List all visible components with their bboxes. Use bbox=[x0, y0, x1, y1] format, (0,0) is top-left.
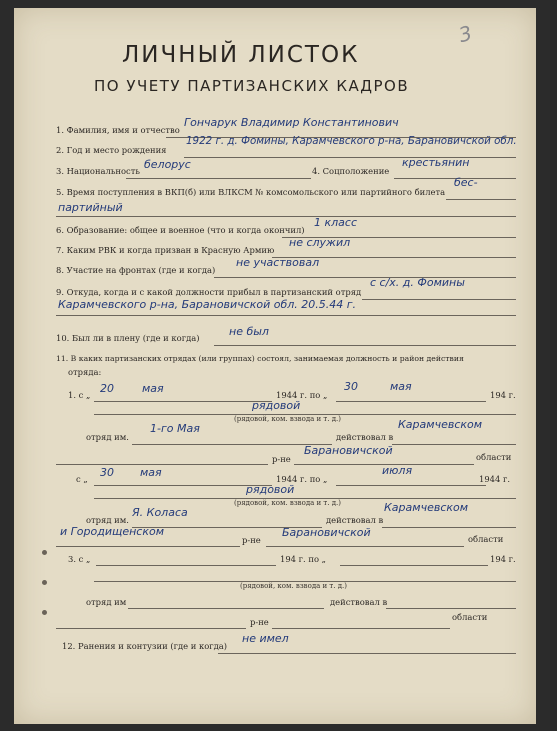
field-label-fronts: 8. Участие на фронтах (где и когда) bbox=[56, 265, 216, 275]
period-1-unit-value: 1-го Мая bbox=[150, 422, 200, 435]
period-2-unit-label: отряд им. bbox=[86, 515, 129, 525]
field-label-detachments-b: отряда: bbox=[68, 367, 102, 377]
field-label-name: 1. Фамилия, имя и отчество bbox=[56, 125, 180, 135]
field-label-detachments: 11. В каких партизанских отрядах (или группах) состоял, занимаемая должность и район действия bbox=[56, 354, 464, 363]
period-2-from-label: с „ bbox=[76, 474, 88, 484]
period-2-region-label: области bbox=[468, 534, 504, 544]
period-1-to-label: 1944 г. по „ bbox=[276, 390, 328, 400]
period-2-to-month: июля bbox=[382, 464, 413, 477]
field-value-social: крестьянин bbox=[402, 156, 470, 169]
period-2-region-value: Барановичской bbox=[282, 526, 371, 539]
field-value-army: не служил bbox=[289, 236, 351, 249]
field-label-army: 7. Каким РВК и когда призван в Красную Армию bbox=[56, 245, 275, 255]
field-label-education: 6. Образование: общее и военное (что и когда окончил) bbox=[56, 225, 305, 235]
field-value-nationality: белорус bbox=[144, 158, 191, 171]
document-page bbox=[14, 8, 536, 724]
period-2-year: 1944 г. bbox=[479, 474, 511, 484]
period-1-from-month: мая bbox=[142, 382, 164, 395]
field-label-captivity: 10. Был ли в плену (где и когда) bbox=[56, 333, 200, 343]
corner-pencil-number: 3 bbox=[456, 20, 475, 48]
period-2-unit-value: Я. Коласа bbox=[132, 506, 188, 519]
field-value-wounds: не имел bbox=[242, 632, 289, 645]
field-value-fronts: не участвовал bbox=[236, 256, 320, 269]
period-3-from-label: 3. с „ bbox=[68, 554, 91, 564]
field-label-social: 4. Соцположение bbox=[312, 166, 390, 176]
field-value-captivity: не был bbox=[229, 325, 269, 338]
field-value-name: Гончарук Владимир Константинович bbox=[184, 116, 399, 129]
field-value-origin-a: с с/х. д. Фомины bbox=[370, 276, 465, 289]
period-1-to-day: 30 bbox=[344, 380, 358, 393]
period-1-year: 194 г. bbox=[490, 390, 516, 400]
period-1-region-value: Барановичской bbox=[304, 444, 393, 457]
period-1-area-value: Карамчевском bbox=[398, 418, 483, 431]
period-3-year: 194 г. bbox=[490, 554, 516, 564]
period-1-from-label: 1. с „ bbox=[68, 390, 91, 400]
period-1-from-day: 20 bbox=[100, 382, 114, 395]
period-3-position-hint: (рядовой, ком. взвода и т. д.) bbox=[240, 582, 348, 590]
period-2-position-hint: (рядовой, ком. взвода и т. д.) bbox=[234, 499, 342, 507]
period-3-region-label: области bbox=[452, 612, 488, 622]
field-value-education: 1 класс bbox=[314, 216, 358, 229]
period-2-area-label: действовал в bbox=[326, 515, 384, 525]
period-3-unit-label: отряд им bbox=[86, 597, 127, 607]
punch-hole bbox=[42, 580, 47, 585]
period-2-from-month: мая bbox=[140, 466, 162, 479]
period-1-region-label: области bbox=[476, 452, 512, 462]
field-label-birth: 2. Год и место рождения bbox=[56, 145, 167, 155]
field-label-nationality: 3. Национальность bbox=[56, 166, 140, 176]
form-title: ЛИЧНЫЙ ЛИСТОК bbox=[122, 42, 360, 68]
field-label-origin: 9. Откуда, когда и с какой должности прибыл в партизанский отряд bbox=[56, 287, 362, 297]
period-2-position: рядовой bbox=[246, 483, 295, 496]
period-1-unit-label: отряд им. bbox=[86, 432, 129, 442]
period-1-area-label: действовал в bbox=[336, 432, 394, 442]
period-2-area-value: Карамчевском bbox=[384, 501, 469, 514]
period-2-district-value: и Городищенском bbox=[60, 525, 165, 538]
period-1-to-month: мая bbox=[390, 380, 412, 393]
field-value-birth: 1922 г. д. Фомины, Карамчевского р-на, Барановичской обл. bbox=[186, 135, 517, 147]
punch-hole bbox=[42, 610, 47, 615]
field-value-party-a: бес- bbox=[454, 176, 478, 189]
period-3-to-label: 194 г. по „ bbox=[280, 554, 326, 564]
punch-hole bbox=[42, 550, 47, 555]
period-1-district-label: р-не bbox=[272, 454, 291, 464]
period-2-from-day: 30 bbox=[100, 466, 114, 479]
period-3-district-label: р-не bbox=[250, 617, 269, 627]
field-label-party: 5. Время поступления в ВКП(б) или ВЛКСМ № комсомольского или партийного билета bbox=[56, 187, 446, 197]
field-value-origin-b: Карамчевского р-на, Барановичской обл. 20.5.44 г. bbox=[58, 298, 357, 311]
period-3-area-label: действовал в bbox=[330, 597, 388, 607]
field-value-party-b: партийный bbox=[58, 201, 123, 214]
period-2-district-label: р-не bbox=[242, 535, 261, 545]
period-2-to-label: 1944 г. по „ bbox=[276, 474, 328, 484]
period-1-position-hint: (рядовой, ком. взвода и т. д.) bbox=[234, 415, 342, 423]
form-subtitle: ПО УЧЕТУ ПАРТИЗАНСКИХ КАДРОВ bbox=[94, 77, 410, 95]
period-1-position: рядовой bbox=[252, 399, 301, 412]
field-label-wounds: 12. Ранения и контузии (где и когда) bbox=[62, 641, 228, 651]
